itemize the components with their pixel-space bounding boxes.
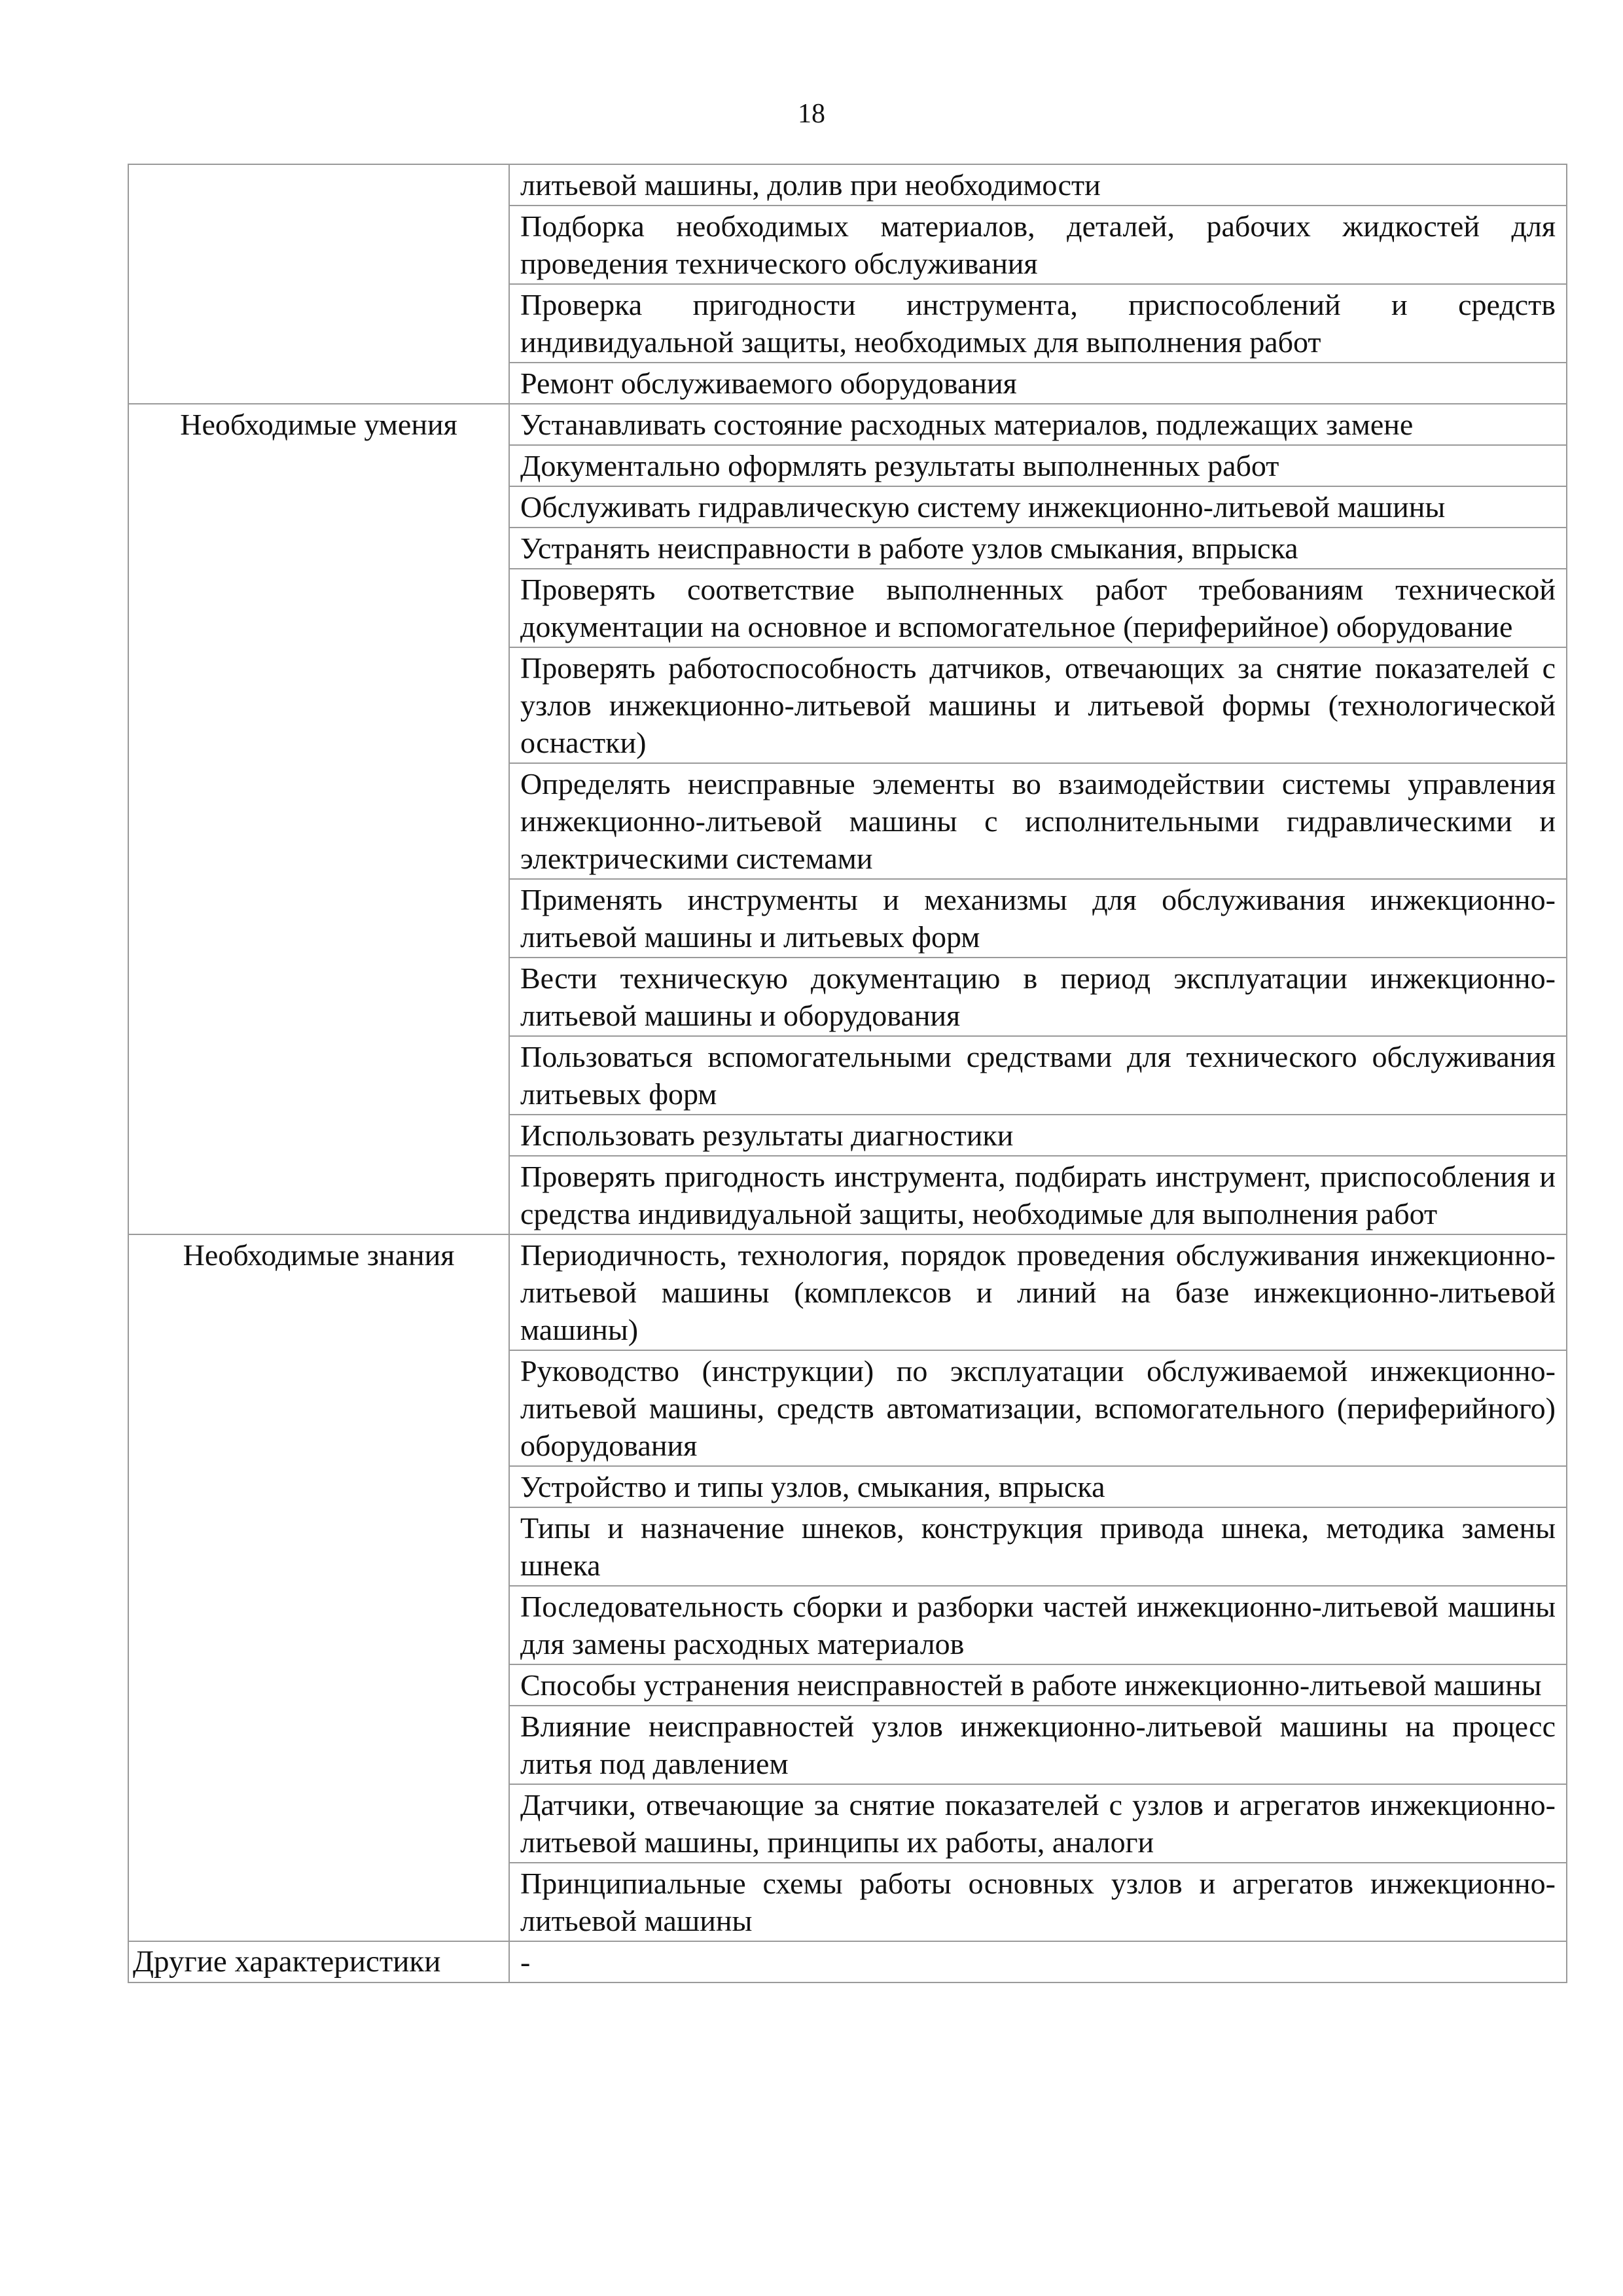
table-row xyxy=(128,284,1567,363)
table-row xyxy=(128,206,1567,284)
knowledge-label: Необходимые знания xyxy=(128,1234,509,1941)
knowledge-item: Устройство и типы узлов, смыкания, впрыска xyxy=(509,1466,1567,1507)
knowledge-item: Датчики, отвечающие за снятие показателей с узлов и агрегатов инжекционно-литьевой машины, принципы их работы, аналоги xyxy=(509,1784,1567,1863)
skill-item: Пользоваться вспомогательными средствами для технического обслуживания литьевых форм xyxy=(509,1036,1567,1115)
requirements-table xyxy=(128,164,1567,1983)
skill-item: Определять неисправные элементы во взаимодействии системы управления инжекционно-литьевой машины с исполнительными гидравлическими и электрическими системами xyxy=(509,763,1567,879)
page-number: 18 xyxy=(798,99,825,129)
action-item: литьевой машины, долив при необходимости xyxy=(509,164,1567,206)
skill-item: Устанавливать состояние расходных материалов, подлежащих замене xyxy=(509,404,1567,445)
skill-item: Проверять пригодность инструмента, подбирать инструмент, приспособления и средства индивидуальной защиты, необходимые для выполнения работ xyxy=(509,1156,1567,1234)
knowledge-item: Влияние неисправностей узлов инжекционно-литьевой машины на процесс литья под давлением xyxy=(509,1706,1567,1784)
action-item: Подборка необходимых материалов, деталей, рабочих жидкостей для проведения технического обслуживания xyxy=(509,206,1567,284)
other-characteristics-value: - xyxy=(509,1941,1567,1982)
skill-item: Документально оформлять результаты выполненных работ xyxy=(509,445,1567,486)
actions-label-cell xyxy=(128,363,509,404)
skill-item: Проверять работоспособность датчиков, отвечающих за снятие показателей с узлов инжекционно-литьевой машины и литьевой формы (технологической оснастки) xyxy=(509,647,1567,763)
actions-label-cell xyxy=(128,206,509,284)
knowledge-item: Принципиальные схемы работы основных узлов и агрегатов инжекционно-литьевой машины xyxy=(509,1863,1567,1941)
skill-item: Использовать результаты диагностики xyxy=(509,1115,1567,1156)
actions-label-cell xyxy=(128,284,509,363)
action-item: Ремонт обслуживаемого оборудования xyxy=(509,363,1567,404)
table-row xyxy=(128,404,1567,445)
table-row xyxy=(128,1234,1567,1350)
table-row xyxy=(128,363,1567,404)
skill-item: Проверять соответствие выполненных работ требованиям технической документации на основное и вспомогательное (периферийное) оборудование xyxy=(509,569,1567,647)
actions-label-cell xyxy=(128,164,509,206)
knowledge-item: Периодичность, технология, порядок проведения обслуживания инжекционно-литьевой машины (комплексов и линий на базе инжекционно-литьевой машины) xyxy=(509,1234,1567,1350)
skill-item: Обслуживать гидравлическую систему инжекционно-литьевой машины xyxy=(509,486,1567,528)
skill-item: Устранять неисправности в работе узлов смыкания, впрыска xyxy=(509,528,1567,569)
other-characteristics-label: Другие характеристики xyxy=(128,1941,509,1982)
table-row xyxy=(128,164,1567,206)
action-item: Проверка пригодности инструмента, приспособлений и средств индивидуальной защиты, необходимых для выполнения работ xyxy=(509,284,1567,363)
knowledge-item: Способы устранения неисправностей в работе инжекционно-литьевой машины xyxy=(509,1664,1567,1706)
skill-item: Применять инструменты и механизмы для обслуживания инжекционно-литьевой машины и литьевых форм xyxy=(509,879,1567,958)
skills-label: Необходимые умения xyxy=(128,404,509,1234)
skill-item: Вести техническую документацию в период эксплуатации инжекционно-литьевой машины и оборудования xyxy=(509,958,1567,1036)
knowledge-item: Типы и назначение шнеков, конструкция привода шнека, методика замены шнека xyxy=(509,1507,1567,1586)
table-row xyxy=(128,1941,1567,1982)
knowledge-item: Последовательность сборки и разборки частей инжекционно-литьевой машины для замены расходных материалов xyxy=(509,1586,1567,1664)
knowledge-item: Руководство (инструкции) по эксплуатации обслуживаемой инжекционно-литьевой машины, средств автоматизации, вспомогательного (периферийного) оборудования xyxy=(509,1350,1567,1466)
